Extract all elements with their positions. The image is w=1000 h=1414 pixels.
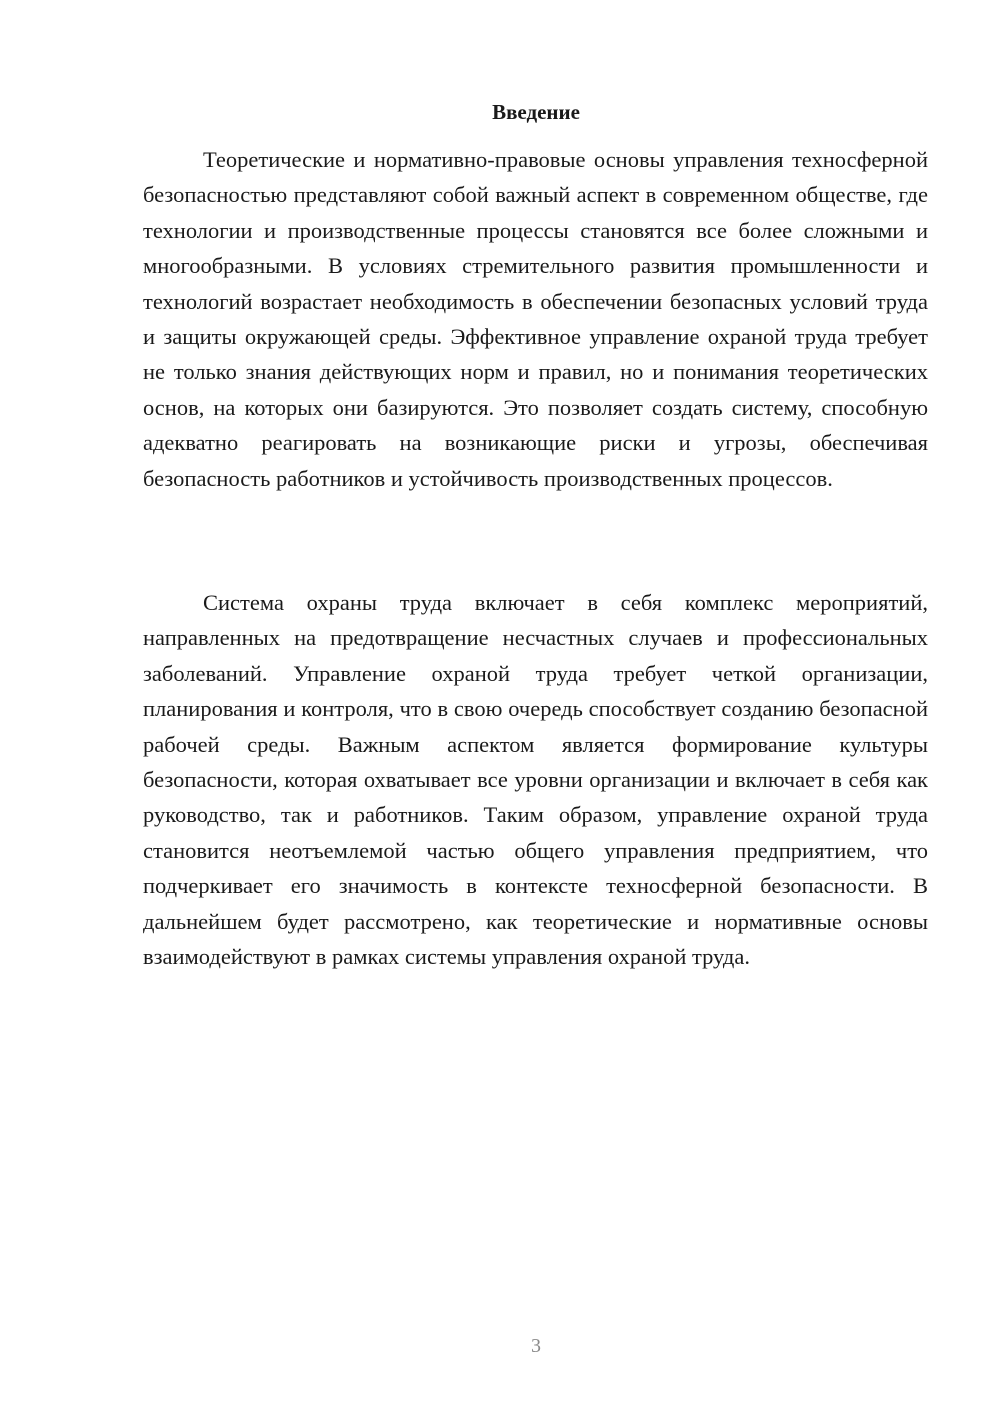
- section-heading: Введение: [492, 100, 580, 124]
- page-number: 3: [531, 1335, 541, 1357]
- paragraph-introduction: Теоретические и нормативно-правовые основы управления техносферной безопасностью представляют собой важный аспект в современном обществе, где технологии и производственные процессы становятся все более сложными и многообразными. В условиях стремительного развития промышленности и технологий возрастает необходимость в обеспечении безопасных условий труда и защиты окружающей среды. Эффективное управление охраной труда требует не только знания действующих норм и правил, но и понимания теоретических основ, на которых они базируются. Это позволяет создать систему, способную адекватно реагировать на возникающие риски и угрозы, обеспечивая безопасность работников и устойчивость производственных процессов.: [143, 147, 928, 491]
- paragraph-labor-safety-system: Система охраны труда включает в себя комплекс мероприятий, направленных на предотвращение несчастных случаев и профессиональных заболеваний. Управление охраной труда требует четкой организации, планирования и контроля, что в свою очередь способствует созданию безопасной рабочей среды. Важным аспектом является формирование культуры безопасности, которая охватывает все уровни организации и включает в себя как руководство, так и работников. Таким образом, управление охраной труда становится неотъемлемой частью общего управления предприятием, что подчеркивает его значимость в контексте техносферной безопасности. В дальнейшем будет рассмотрено, как теоретические и нормативные основы взаимодействуют в рамках системы управления охраной труда.: [143, 590, 928, 970]
